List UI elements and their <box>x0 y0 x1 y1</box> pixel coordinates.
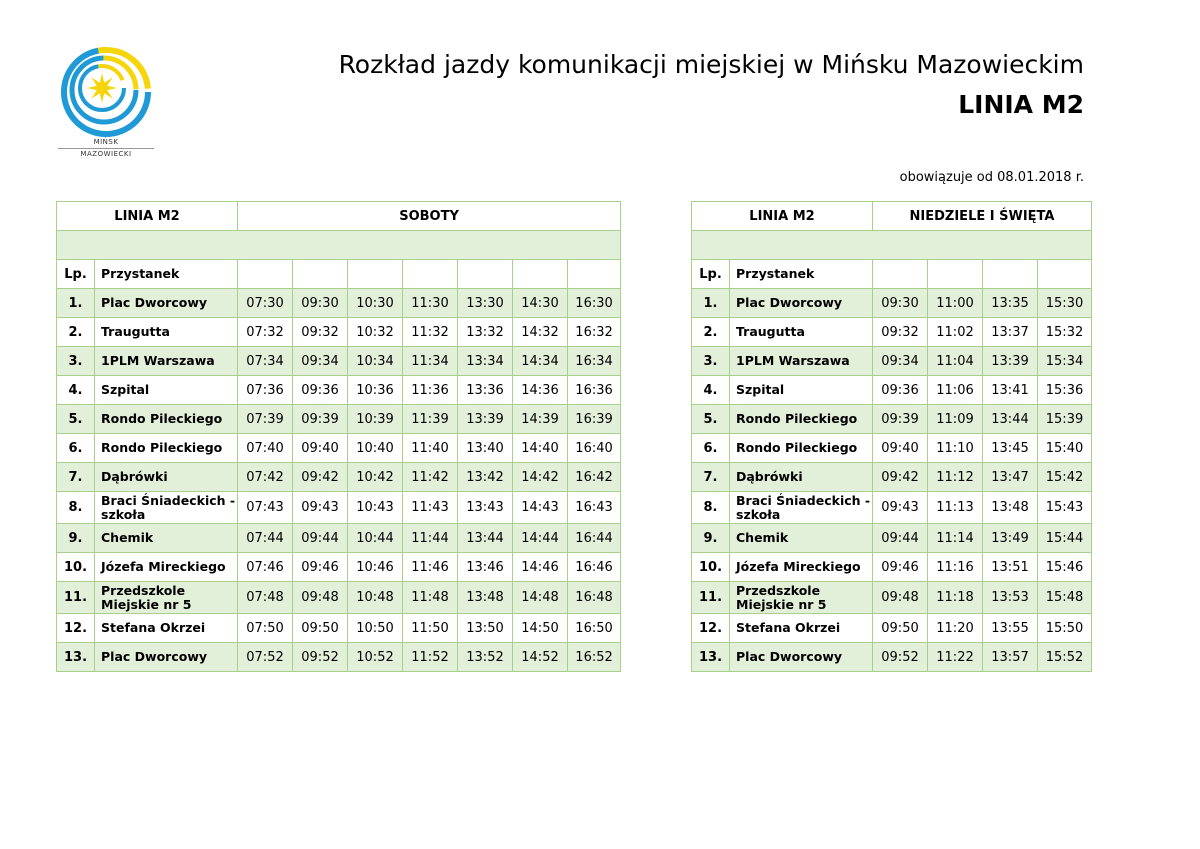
departure-time: 16:42 <box>568 463 621 492</box>
departure-time: 11:10 <box>928 434 983 463</box>
departure-time: 07:44 <box>238 524 293 553</box>
table-row <box>57 289 621 318</box>
stop-name: Chemik <box>95 524 238 553</box>
table-row <box>57 614 621 643</box>
departure-time: 13:32 <box>458 318 513 347</box>
departure-time: 10:48 <box>348 582 403 614</box>
departure-time: 10:36 <box>348 376 403 405</box>
saturday-line-label: LINIA M2 <box>57 202 238 231</box>
departure-time: 14:36 <box>513 376 568 405</box>
departure-time: 11:06 <box>928 376 983 405</box>
departure-time: 11:09 <box>928 405 983 434</box>
departure-time: 15:32 <box>1038 318 1092 347</box>
sunday-col-lp: Lp. <box>692 260 730 289</box>
departure-time: 09:40 <box>293 434 348 463</box>
sunday-day-label: NIEDZIELE I ŚWIĘTA <box>873 202 1092 231</box>
stop-name: Braci Śniadeckich - szkoła <box>95 492 238 524</box>
departure-time: 13:48 <box>983 492 1038 524</box>
valid-from-note: obowiązuje od 08.01.2018 r. <box>899 170 1084 185</box>
stop-name: Plac Dworcowy <box>95 643 238 672</box>
departure-time: 14:44 <box>513 524 568 553</box>
table-row <box>57 524 621 553</box>
stop-name: Dąbrówki <box>95 463 238 492</box>
departure-time: 11:36 <box>403 376 458 405</box>
departure-time: 09:36 <box>293 376 348 405</box>
table-row <box>57 582 621 614</box>
departure-time: 09:43 <box>293 492 348 524</box>
departure-time: 15:30 <box>1038 289 1092 318</box>
stop-name: Traugutta <box>730 318 873 347</box>
row-number: 11. <box>692 582 730 614</box>
departure-time: 09:34 <box>293 347 348 376</box>
departure-time: 07:46 <box>238 553 293 582</box>
departure-time: 09:48 <box>873 582 928 614</box>
table-row <box>57 318 621 347</box>
departure-time: 16:50 <box>568 614 621 643</box>
row-number: 5. <box>57 405 95 434</box>
departure-time: 13:55 <box>983 614 1038 643</box>
departure-time: 11:34 <box>403 347 458 376</box>
row-number: 5. <box>692 405 730 434</box>
departure-time: 11:43 <box>403 492 458 524</box>
row-number: 4. <box>692 376 730 405</box>
departure-time: 13:35 <box>983 289 1038 318</box>
stop-name: Traugutta <box>95 318 238 347</box>
row-number: 13. <box>57 643 95 672</box>
departure-time: 11:22 <box>928 643 983 672</box>
departure-time: 09:39 <box>293 405 348 434</box>
row-number: 2. <box>57 318 95 347</box>
departure-time: 13:45 <box>983 434 1038 463</box>
departure-time: 07:36 <box>238 376 293 405</box>
departure-time: 10:40 <box>348 434 403 463</box>
stop-name: Plac Dworcowy <box>95 289 238 318</box>
line-title: LINIA M2 <box>958 90 1084 119</box>
saturday-spacer-row <box>57 231 621 260</box>
departure-time: 13:52 <box>458 643 513 672</box>
departure-time: 15:44 <box>1038 524 1092 553</box>
departure-time: 13:49 <box>983 524 1038 553</box>
departure-time: 09:52 <box>873 643 928 672</box>
table-row <box>57 492 621 524</box>
departure-time: 09:46 <box>873 553 928 582</box>
stop-name: Dąbrówki <box>730 463 873 492</box>
table-row <box>57 643 621 672</box>
saturday-col-stop: Przystanek <box>95 260 238 289</box>
departure-time: 13:30 <box>458 289 513 318</box>
row-number: 10. <box>57 553 95 582</box>
departure-time: 14:43 <box>513 492 568 524</box>
departure-time: 09:32 <box>873 318 928 347</box>
departure-time: 16:36 <box>568 376 621 405</box>
table-row <box>692 347 1092 376</box>
stop-name: Józefa Mireckiego <box>95 553 238 582</box>
table-row <box>692 582 1092 614</box>
departure-time: 07:42 <box>238 463 293 492</box>
departure-time: 10:32 <box>348 318 403 347</box>
departure-time: 11:14 <box>928 524 983 553</box>
departure-time: 14:46 <box>513 553 568 582</box>
table-row <box>692 289 1092 318</box>
stop-name: Chemik <box>730 524 873 553</box>
stop-name: Rondo Pileckiego <box>730 405 873 434</box>
row-number: 12. <box>692 614 730 643</box>
empty-header-cell <box>983 260 1038 289</box>
empty-header-cell <box>348 260 403 289</box>
departure-time: 07:52 <box>238 643 293 672</box>
departure-time: 13:37 <box>983 318 1038 347</box>
departure-time: 10:52 <box>348 643 403 672</box>
stop-name: 1PLM Warszawa <box>95 347 238 376</box>
departure-time: 16:30 <box>568 289 621 318</box>
departure-time: 15:46 <box>1038 553 1092 582</box>
departure-time: 07:48 <box>238 582 293 614</box>
table-row <box>692 643 1092 672</box>
empty-header-cell <box>403 260 458 289</box>
row-number: 10. <box>692 553 730 582</box>
departure-time: 16:40 <box>568 434 621 463</box>
departure-time: 15:52 <box>1038 643 1092 672</box>
departure-time: 10:42 <box>348 463 403 492</box>
logo-text-mazowiecki: MAZOWIECKI <box>58 148 154 158</box>
departure-time: 15:39 <box>1038 405 1092 434</box>
departure-time: 15:42 <box>1038 463 1092 492</box>
stop-name: Braci Śniadeckich - szkoła <box>730 492 873 524</box>
departure-time: 16:46 <box>568 553 621 582</box>
departure-time: 13:39 <box>458 405 513 434</box>
departure-time: 09:42 <box>873 463 928 492</box>
departure-time: 13:57 <box>983 643 1038 672</box>
departure-time: 09:46 <box>293 553 348 582</box>
row-number: 6. <box>57 434 95 463</box>
departure-time: 09:43 <box>873 492 928 524</box>
table-row <box>57 376 621 405</box>
table-row <box>57 405 621 434</box>
departure-time: 16:39 <box>568 405 621 434</box>
departure-time: 11:48 <box>403 582 458 614</box>
departure-time: 11:42 <box>403 463 458 492</box>
stop-name: Szpital <box>730 376 873 405</box>
departure-time: 09:52 <box>293 643 348 672</box>
departure-time: 10:44 <box>348 524 403 553</box>
stop-name: 1PLM Warszawa <box>730 347 873 376</box>
departure-time: 07:43 <box>238 492 293 524</box>
saturday-timetable <box>56 201 621 672</box>
departure-time: 13:53 <box>983 582 1038 614</box>
empty-header-cell <box>238 260 293 289</box>
row-number: 12. <box>57 614 95 643</box>
page-title: Rozkład jazdy komunikacji miejskiej w Mińsku Mazowieckim <box>338 50 1084 79</box>
departure-time: 07:40 <box>238 434 293 463</box>
departure-time: 13:44 <box>983 405 1038 434</box>
departure-time: 15:36 <box>1038 376 1092 405</box>
departure-time: 11:32 <box>403 318 458 347</box>
departure-time: 13:40 <box>458 434 513 463</box>
stop-name: Józefa Mireckiego <box>730 553 873 582</box>
departure-time: 07:39 <box>238 405 293 434</box>
departure-time: 14:48 <box>513 582 568 614</box>
row-number: 4. <box>57 376 95 405</box>
departure-time: 11:04 <box>928 347 983 376</box>
departure-time: 15:40 <box>1038 434 1092 463</box>
departure-time: 10:43 <box>348 492 403 524</box>
departure-time: 13:51 <box>983 553 1038 582</box>
departure-time: 09:44 <box>873 524 928 553</box>
departure-time: 09:30 <box>293 289 348 318</box>
departure-time: 15:50 <box>1038 614 1092 643</box>
row-number: 8. <box>57 492 95 524</box>
stop-name: Stefana Okrzei <box>95 614 238 643</box>
departure-time: 16:32 <box>568 318 621 347</box>
table-row <box>692 463 1092 492</box>
departure-time: 16:43 <box>568 492 621 524</box>
departure-time: 07:34 <box>238 347 293 376</box>
departure-time: 07:32 <box>238 318 293 347</box>
row-number: 3. <box>692 347 730 376</box>
empty-header-cell <box>873 260 928 289</box>
row-number: 9. <box>57 524 95 553</box>
departure-time: 15:43 <box>1038 492 1092 524</box>
departure-time: 11:52 <box>403 643 458 672</box>
departure-time: 14:34 <box>513 347 568 376</box>
departure-time: 14:50 <box>513 614 568 643</box>
departure-time: 09:50 <box>873 614 928 643</box>
table-row <box>692 318 1092 347</box>
sunday-timetable <box>691 201 1092 672</box>
departure-time: 11:50 <box>403 614 458 643</box>
departure-time: 09:50 <box>293 614 348 643</box>
departure-time: 09:48 <box>293 582 348 614</box>
sunday-line-label: LINIA M2 <box>692 202 873 231</box>
departure-time: 11:13 <box>928 492 983 524</box>
row-number: 11. <box>57 582 95 614</box>
departure-time: 09:40 <box>873 434 928 463</box>
departure-time: 09:30 <box>873 289 928 318</box>
table-row <box>692 553 1092 582</box>
saturday-day-label: SOBOTY <box>238 202 621 231</box>
departure-time: 13:39 <box>983 347 1038 376</box>
departure-time: 11:30 <box>403 289 458 318</box>
departure-time: 16:48 <box>568 582 621 614</box>
row-number: 1. <box>692 289 730 318</box>
row-number: 1. <box>57 289 95 318</box>
departure-time: 13:42 <box>458 463 513 492</box>
departure-time: 10:30 <box>348 289 403 318</box>
departure-time: 11:16 <box>928 553 983 582</box>
departure-time: 14:42 <box>513 463 568 492</box>
table-row <box>57 463 621 492</box>
row-number: 7. <box>692 463 730 492</box>
table-row <box>692 434 1092 463</box>
table-row <box>692 492 1092 524</box>
departure-time: 13:41 <box>983 376 1038 405</box>
departure-time: 15:48 <box>1038 582 1092 614</box>
departure-time: 11:46 <box>403 553 458 582</box>
departure-time: 11:12 <box>928 463 983 492</box>
departure-time: 13:46 <box>458 553 513 582</box>
departure-time: 13:50 <box>458 614 513 643</box>
table-row <box>692 376 1092 405</box>
table-row <box>57 553 621 582</box>
stop-name: Plac Dworcowy <box>730 289 873 318</box>
departure-time: 13:48 <box>458 582 513 614</box>
row-number: 3. <box>57 347 95 376</box>
departure-time: 14:30 <box>513 289 568 318</box>
departure-time: 09:34 <box>873 347 928 376</box>
departure-time: 14:39 <box>513 405 568 434</box>
stop-name: Plac Dworcowy <box>730 643 873 672</box>
departure-time: 09:42 <box>293 463 348 492</box>
departure-time: 07:30 <box>238 289 293 318</box>
row-number: 6. <box>692 434 730 463</box>
departure-time: 09:32 <box>293 318 348 347</box>
departure-time: 13:36 <box>458 376 513 405</box>
departure-time: 09:36 <box>873 376 928 405</box>
stop-name: Rondo Pileckiego <box>730 434 873 463</box>
departure-time: 13:43 <box>458 492 513 524</box>
empty-header-cell <box>928 260 983 289</box>
sunday-spacer-row <box>692 231 1092 260</box>
stop-name: Przedszkole Miejskie nr 5 <box>95 582 238 614</box>
empty-header-cell <box>293 260 348 289</box>
empty-header-cell <box>513 260 568 289</box>
departure-time: 09:44 <box>293 524 348 553</box>
stop-name: Szpital <box>95 376 238 405</box>
city-logo <box>58 46 154 158</box>
departure-time: 13:47 <box>983 463 1038 492</box>
departure-time: 10:46 <box>348 553 403 582</box>
table-row <box>57 434 621 463</box>
departure-time: 07:50 <box>238 614 293 643</box>
table-row <box>692 405 1092 434</box>
empty-header-cell <box>1038 260 1092 289</box>
row-number: 8. <box>692 492 730 524</box>
departure-time: 11:18 <box>928 582 983 614</box>
departure-time: 11:44 <box>403 524 458 553</box>
departure-time: 10:50 <box>348 614 403 643</box>
empty-header-cell <box>458 260 513 289</box>
stop-name: Rondo Pileckiego <box>95 434 238 463</box>
departure-time: 15:34 <box>1038 347 1092 376</box>
departure-time: 10:39 <box>348 405 403 434</box>
departure-time: 13:44 <box>458 524 513 553</box>
departure-time: 11:39 <box>403 405 458 434</box>
row-number: 7. <box>57 463 95 492</box>
logo-text-minsk: MIŃSK <box>93 138 119 146</box>
table-row <box>692 524 1092 553</box>
stop-name: Stefana Okrzei <box>730 614 873 643</box>
departure-time: 16:52 <box>568 643 621 672</box>
empty-header-cell <box>568 260 621 289</box>
row-number: 13. <box>692 643 730 672</box>
departure-time: 13:34 <box>458 347 513 376</box>
city-emblem-icon <box>58 46 154 138</box>
departure-time: 11:40 <box>403 434 458 463</box>
departure-time: 16:44 <box>568 524 621 553</box>
departure-time: 11:20 <box>928 614 983 643</box>
departure-time: 10:34 <box>348 347 403 376</box>
departure-time: 11:00 <box>928 289 983 318</box>
stop-name: Rondo Pileckiego <box>95 405 238 434</box>
departure-time: 16:34 <box>568 347 621 376</box>
row-number: 9. <box>692 524 730 553</box>
departure-time: 11:02 <box>928 318 983 347</box>
departure-time: 14:32 <box>513 318 568 347</box>
departure-time: 14:40 <box>513 434 568 463</box>
departure-time: 09:39 <box>873 405 928 434</box>
stop-name: Przedszkole Miejskie nr 5 <box>730 582 873 614</box>
table-row <box>692 614 1092 643</box>
departure-time: 14:52 <box>513 643 568 672</box>
table-row <box>57 347 621 376</box>
row-number: 2. <box>692 318 730 347</box>
saturday-col-lp: Lp. <box>57 260 95 289</box>
sunday-col-stop: Przystanek <box>730 260 873 289</box>
